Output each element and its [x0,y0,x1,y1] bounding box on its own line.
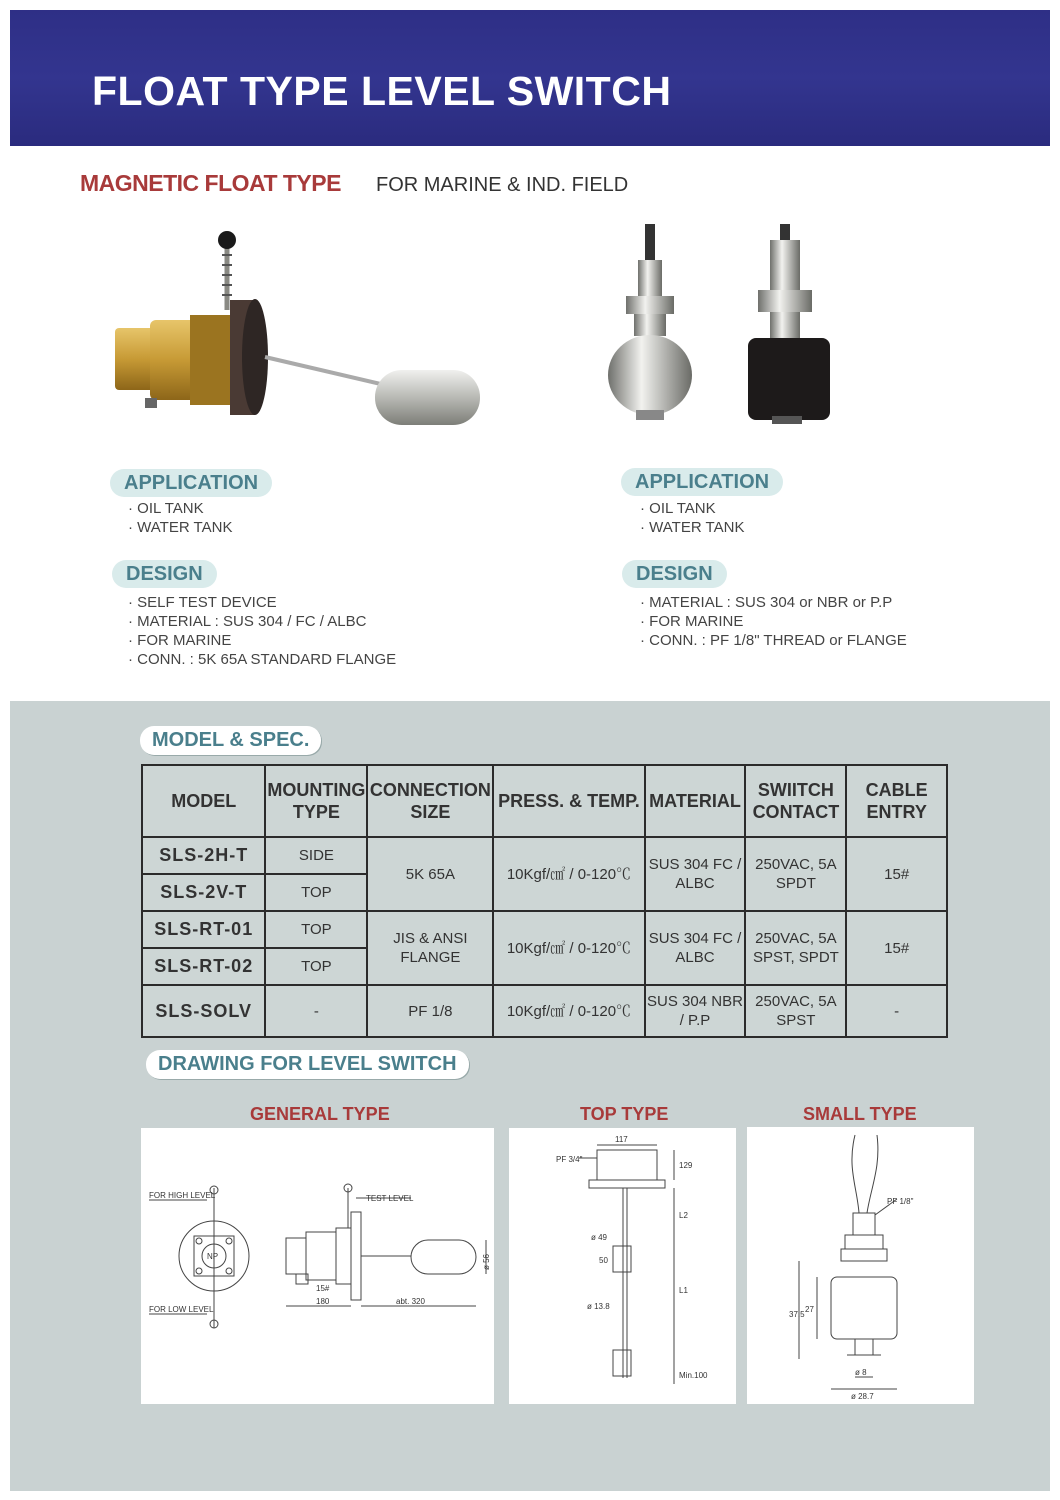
press-temp-cell: 10Kgf/㎠ / 0-120℃ [493,837,644,911]
general-label: TEST LEVEL [366,1194,414,1203]
top-label: 129 [679,1161,693,1170]
contact-cell: 250VAC, 5A SPST [745,985,846,1037]
table-row [142,985,947,1037]
cable-cell: 15# [846,837,947,911]
model-cell: SLS-2V-T [142,874,265,911]
right-design-list [640,593,907,650]
model-cell: SLS-SOLV [142,985,265,1037]
general-label: FOR LOW LEVEL [149,1305,214,1314]
list-item: · CONN. : 5K 65A STANDARD FLANGE [128,650,396,669]
mounting-cell: TOP [265,911,367,948]
left-application-label: APPLICATION [110,469,272,497]
list-item: · OIL TANK [128,499,232,518]
cable-cell: - [846,985,947,1037]
header-cable: CABLE ENTRY [846,765,947,837]
top-label: 117 [615,1135,628,1144]
mounting-cell: - [265,985,367,1037]
subtitle-main: MAGNETIC FLOAT TYPE [80,170,341,196]
mounting-cell: SIDE [265,837,367,874]
small-label: ø 8 [855,1368,867,1377]
cable-cell: 15# [846,911,947,985]
press-temp-cell: 10Kgf/㎠ / 0-120℃ [493,985,644,1037]
top-label: ø 49 [591,1233,608,1242]
small-type-title: SMALL TYPE [803,1104,917,1124]
header-connection: CONNECTION SIZE [367,765,493,837]
material-cell: SUS 304 NBR / P.P [645,985,746,1037]
model-cell: SLS-RT-01 [142,911,265,948]
small-label: ø 28.7 [851,1392,874,1401]
left-design-label: DESIGN [112,560,217,588]
material-cell: SUS 304 FC / ALBC [645,837,746,911]
top-label: L2 [679,1211,688,1220]
general-label: 180 [316,1297,330,1306]
right-design-label: DESIGN [622,560,727,588]
general-type-diagram [141,1128,494,1404]
material-cell: SUS 304 FC / ALBC [645,911,746,985]
header-mounting: MOUNTING TYPE [265,765,367,837]
general-label: abt. 320 [396,1297,425,1306]
mounting-cell: TOP [265,948,367,985]
top-label: ø 13.8 [587,1302,610,1311]
general-type-title: GENERAL TYPE [250,1104,390,1124]
contact-cell: 250VAC, 5A SPDT [745,837,846,911]
general-label: NP [207,1252,219,1261]
list-item: · MATERIAL : SUS 304 or NBR or P.P [640,593,907,612]
table-header-row [142,765,947,837]
subtitle-secondary: FOR MARINE & IND. FIELD [376,174,629,196]
list-item: · FOR MARINE [128,631,396,650]
top-label: L1 [679,1286,688,1295]
top-type-diagram [509,1128,736,1404]
spec-label: MODEL & SPEC. [140,726,321,755]
right-application-label: APPLICATION [621,468,783,496]
contact-cell: 250VAC, 5A SPST, SPDT [745,911,846,985]
top-label: Min.100 [679,1371,708,1380]
model-cell: SLS-RT-02 [142,948,265,985]
press-temp-cell: 10Kgf/㎠ / 0-120℃ [493,911,644,985]
small-label: PF 1/8" [887,1197,914,1206]
general-label: 15# [316,1284,330,1293]
top-type-drawing [509,1128,736,1404]
general-label: FOR HIGH LEVEL [149,1191,216,1200]
header-contact: SWIITCH CONTACT [745,765,846,837]
connection-cell: PF 1/8 [367,985,493,1037]
top-label: PF 3/4" [556,1155,583,1164]
product-photo-general [105,220,490,430]
small-type-diagram [747,1127,974,1404]
list-item: · CONN. : PF 1/8" THREAD or FLANGE [640,631,907,650]
model-cell: SLS-2H-T [142,837,265,874]
small-label: 27 [805,1305,814,1314]
list-item: · SELF TEST DEVICE [128,593,396,612]
list-item: · FOR MARINE [640,612,907,631]
drawing-label: DRAWING FOR LEVEL SWITCH [146,1050,469,1079]
mounting-cell: TOP [265,874,367,911]
general-type-drawing [141,1128,494,1404]
spec-table [141,764,948,1038]
page-title: FLOAT TYPE LEVEL SWITCH [92,68,672,114]
small-label: 37.5 [789,1310,805,1319]
header-material: MATERIAL [645,765,746,837]
list-item: · WATER TANK [128,518,232,537]
list-item: · MATERIAL : SUS 304 / FC / ALBC [128,612,396,631]
list-item: · OIL TANK [640,499,744,518]
list-item: · WATER TANK [640,518,744,537]
product-photo-small [600,220,850,430]
small-type-drawing [747,1127,974,1404]
left-design-list [128,593,396,669]
top-label: 50 [599,1256,608,1265]
header-model: MODEL [142,765,265,837]
left-application-list [128,499,232,537]
top-type-title: TOP TYPE [580,1104,669,1124]
connection-cell: 5K 65A [367,837,493,911]
table-row [142,837,947,874]
table-row [142,911,947,948]
right-application-list [640,499,744,537]
general-label: ø 56 [482,1253,491,1270]
header-press-temp: PRESS. & TEMP. [493,765,644,837]
connection-cell: JIS & ANSI FLANGE [367,911,493,985]
